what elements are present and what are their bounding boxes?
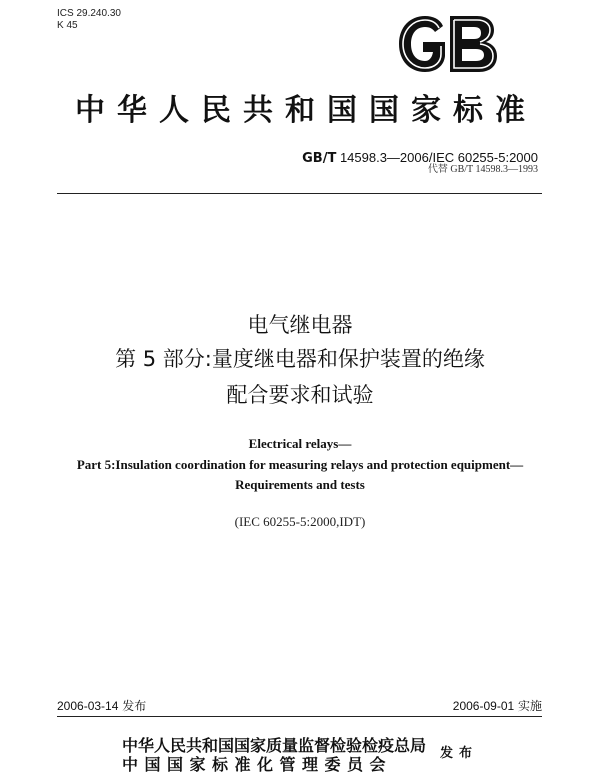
issue-date-value: 2006-03-14 — [57, 699, 119, 713]
title-en-line1: Electrical relays— — [248, 436, 352, 451]
national-standard-title: 中华人民共和国国家标准 — [75, 93, 537, 128]
title-en-line2: Part 5:Insulation coordination for measuring relays and protection equipment— — [76, 457, 524, 472]
classification-codes — [57, 8, 121, 32]
implementation-date-label: 实施 — [514, 699, 542, 713]
replaces-standard — [428, 164, 538, 176]
issue-date — [57, 697, 146, 714]
implementation-date — [453, 697, 542, 714]
bottom-divider — [57, 716, 542, 717]
gb-standard-logo-icon — [395, 14, 500, 74]
issuer-aqsiq: 中华人民共和国国家质量监督检验检疫总局 — [122, 736, 427, 755]
title-en-line3: Requirements and tests — [235, 477, 365, 492]
standard-number-value: 14598.3—2006/IEC 60255-5:2000 — [336, 150, 538, 165]
publish-label: 发布 — [440, 746, 479, 761]
top-divider — [57, 193, 542, 194]
iec-equivalence: (IEC 60255-5:2000,IDT) — [234, 514, 366, 529]
title-cn-line3: 配合要求和试验 — [226, 383, 374, 407]
replaces-prefix: 代替 — [427, 164, 448, 175]
implementation-date-value: 2006-09-01 — [452, 699, 515, 713]
gb-logo-letter-g — [399, 16, 445, 72]
gb-logo-letter-b — [450, 16, 497, 72]
ics-code: ICS 29.240.30 — [57, 8, 121, 19]
issue-date-label: 发布 — [118, 699, 147, 713]
title-cn-line1: 电气继电器 — [247, 313, 353, 337]
issuer-sac: 中国国家标准化管理委员会 — [122, 755, 393, 774]
standard-number-prefix: GB/T — [302, 151, 337, 166]
ccs-code: K 45 — [57, 20, 78, 31]
replaces-value: GB/T 14598.3—1993 — [447, 164, 538, 175]
title-cn-line2: 第 5 部分:量度继电器和保护装置的绝缘 — [115, 347, 485, 371]
